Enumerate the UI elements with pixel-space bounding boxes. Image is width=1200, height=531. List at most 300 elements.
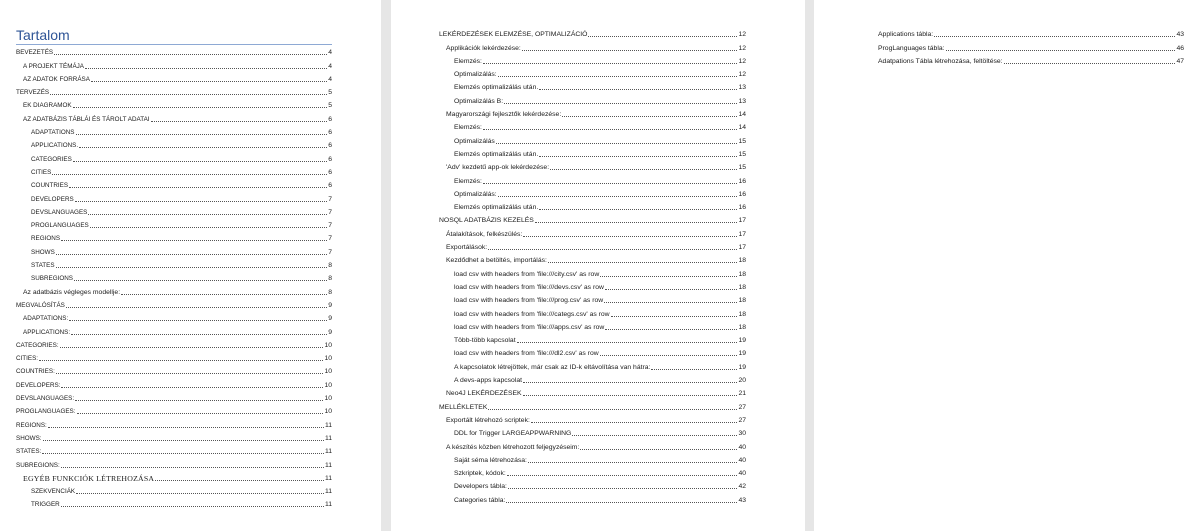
dot-leader bbox=[498, 196, 738, 197]
toc-entry-title: load csv with headers from 'file:///dl2.csv' as row bbox=[454, 350, 599, 358]
toc-entry-title: MELLÉKLETEK bbox=[439, 403, 488, 411]
toc-entry-title: TRIGGER bbox=[31, 501, 60, 509]
toc-entry[interactable] bbox=[16, 150, 332, 163]
toc-entry-title: Developers tábla: bbox=[454, 483, 507, 491]
toc-page-number: 12 bbox=[738, 44, 746, 52]
toc-page-number: 16 bbox=[738, 204, 746, 212]
toc-entry[interactable] bbox=[16, 363, 332, 376]
dot-leader bbox=[155, 480, 324, 481]
toc-entry-title: 'Adv' kezdetű app-ok lekérdezése: bbox=[446, 164, 550, 172]
toc-page-number: 11 bbox=[324, 448, 332, 456]
toc-page-number: 5 bbox=[328, 89, 332, 97]
dot-leader bbox=[531, 422, 738, 423]
toc-page-number: 16 bbox=[738, 177, 746, 185]
toc-page-number: 4 bbox=[328, 75, 332, 83]
toc-entry[interactable] bbox=[439, 305, 746, 318]
toc-entry[interactable] bbox=[16, 350, 332, 363]
toc-entry[interactable] bbox=[16, 310, 332, 323]
toc-entry[interactable] bbox=[439, 465, 746, 478]
toc-page-number: 11 bbox=[324, 461, 332, 469]
toc-entry-title: STATES bbox=[31, 262, 55, 270]
toc-entry[interactable] bbox=[439, 106, 746, 119]
toc-page-number: 8 bbox=[328, 275, 332, 283]
toc-page-number: 10 bbox=[324, 368, 332, 376]
toc-entry[interactable] bbox=[439, 39, 746, 52]
toc-entry-title: load csv with headers from 'file:///prog.csv' as row bbox=[454, 297, 604, 305]
toc-page-number: 12 bbox=[738, 31, 746, 39]
toc-entry[interactable] bbox=[439, 491, 746, 504]
toc-entry[interactable] bbox=[16, 230, 332, 243]
toc-page-number: 47 bbox=[1176, 57, 1184, 65]
dot-leader bbox=[66, 307, 327, 308]
toc-entry-title: Magyarországi fejlesztők lekérdezése: bbox=[446, 111, 562, 119]
toc-page-number: 10 bbox=[324, 355, 332, 363]
dot-leader bbox=[71, 334, 327, 335]
toc-page-number: 12 bbox=[738, 57, 746, 65]
toc-entry[interactable] bbox=[16, 190, 332, 203]
dot-leader bbox=[42, 453, 324, 454]
toc-page-number: 6 bbox=[328, 168, 332, 176]
toc-page-number: 16 bbox=[738, 190, 746, 198]
toc-entry-title: TERVEZÉS bbox=[16, 89, 50, 97]
toc-entry-title: SHOWS: bbox=[16, 434, 42, 442]
dot-leader bbox=[61, 240, 327, 241]
toc-entry-title: Az adatbázis végleges modellje: bbox=[23, 288, 121, 296]
toc-entry[interactable] bbox=[16, 403, 332, 416]
toc-entry-title: ProgLanguages tábla: bbox=[878, 44, 945, 52]
dot-leader bbox=[61, 387, 323, 388]
toc-entry[interactable] bbox=[439, 186, 746, 199]
toc-page-number: 9 bbox=[328, 301, 332, 309]
toc-entry[interactable] bbox=[439, 119, 746, 132]
dot-leader bbox=[69, 320, 327, 321]
toc-entry-title: Átalakítások, felkészülés: bbox=[446, 230, 523, 238]
toc-entry-title: SHOWS bbox=[31, 248, 55, 256]
toc-entry[interactable] bbox=[16, 456, 332, 469]
toc-entry-title: PROGLANGUAGES bbox=[31, 222, 89, 230]
dot-leader bbox=[79, 147, 327, 148]
toc-entry[interactable] bbox=[439, 172, 746, 185]
toc-page-number: 46 bbox=[1176, 44, 1184, 52]
toc-page-number: 11 bbox=[324, 434, 332, 442]
toc-entry-title: Exportált létrehozó scriptek: bbox=[446, 416, 530, 424]
dot-leader bbox=[483, 63, 737, 64]
toc-entry[interactable] bbox=[16, 416, 332, 429]
toc-page-number: 14 bbox=[738, 111, 746, 119]
dot-leader bbox=[39, 360, 323, 361]
toc-entry-title: REGIONS: bbox=[16, 421, 47, 429]
toc-page-number: 18 bbox=[738, 323, 746, 331]
toc-entry[interactable] bbox=[439, 26, 746, 39]
toc-page-number: 40 bbox=[738, 443, 746, 451]
toc-entry-title: EK DIAGRAMOK bbox=[23, 102, 72, 110]
toc-entry[interactable] bbox=[16, 390, 332, 403]
toc-entry-title: SUBREGIONS bbox=[31, 275, 73, 283]
dot-leader bbox=[523, 236, 737, 237]
dot-leader bbox=[121, 294, 327, 295]
toc-entry-title: Neo4J LEKÉRDEZÉSEK bbox=[446, 390, 522, 398]
dot-leader bbox=[43, 440, 324, 441]
dot-leader bbox=[528, 462, 738, 463]
toc-page-number: 19 bbox=[738, 350, 746, 358]
toc-entry-title: AZ ADATOK FORRÁSA bbox=[23, 75, 90, 83]
toc-entry-title: BEVEZETÉS bbox=[16, 49, 54, 57]
dot-leader bbox=[91, 81, 327, 82]
toc-entry-title: Optimalizálás: bbox=[454, 71, 497, 79]
dot-leader bbox=[483, 129, 737, 130]
dot-leader bbox=[76, 493, 324, 494]
toc-entry[interactable] bbox=[439, 92, 746, 105]
toc-page-number: 6 bbox=[328, 155, 332, 163]
toc-entry-title: DDL for Trigger LARGEAPPWARNING bbox=[454, 430, 572, 438]
toc-entry-title: DEVELOPERS bbox=[31, 195, 74, 203]
toc-entry[interactable] bbox=[16, 270, 332, 283]
toc-entry-title: Applikációk lekérdezése: bbox=[446, 44, 521, 52]
dot-leader bbox=[535, 222, 738, 223]
toc-entry-title: Optimalizálás bbox=[454, 137, 495, 145]
toc-page-number: 8 bbox=[328, 288, 332, 296]
dot-leader bbox=[946, 50, 1176, 51]
dot-leader bbox=[488, 409, 737, 410]
toc-page-number: 11 bbox=[324, 501, 332, 509]
toc-entry-title: APPLICATIONS. bbox=[31, 142, 79, 150]
toc-entry-title: Optimalizálás B: bbox=[454, 97, 504, 105]
toc-entry[interactable] bbox=[878, 53, 1184, 66]
toc-page-number: 9 bbox=[328, 328, 332, 336]
toc-page-number: 6 bbox=[328, 182, 332, 190]
dot-leader bbox=[69, 187, 327, 188]
toc-entry[interactable] bbox=[16, 376, 332, 389]
dot-leader bbox=[934, 36, 1175, 37]
toc-entry[interactable] bbox=[16, 124, 332, 137]
toc-entry[interactable] bbox=[439, 212, 746, 225]
dot-leader bbox=[517, 342, 738, 343]
toc-page-number: 13 bbox=[738, 97, 746, 105]
toc-entry-title: load csv with headers from 'file:///city.csv' as row bbox=[454, 270, 600, 278]
dot-leader bbox=[572, 435, 737, 436]
toc-page-number: 7 bbox=[328, 208, 332, 216]
toc-page-number: 8 bbox=[328, 262, 332, 270]
toc-entry-title: APPLICATIONS: bbox=[23, 328, 71, 336]
toc-entry[interactable] bbox=[439, 345, 746, 358]
toc-entry[interactable] bbox=[16, 57, 332, 70]
toc-entry-title: CITIES: bbox=[16, 355, 39, 363]
dot-leader bbox=[539, 156, 737, 157]
toc-entry[interactable] bbox=[439, 279, 746, 292]
toc-entry[interactable] bbox=[16, 443, 332, 456]
dot-leader bbox=[523, 382, 737, 383]
toc-page-1 bbox=[0, 0, 381, 531]
toc-page-number: 18 bbox=[738, 270, 746, 278]
dot-leader bbox=[522, 50, 738, 51]
toc-entry[interactable] bbox=[16, 297, 332, 310]
toc-page-number: 19 bbox=[738, 363, 746, 371]
toc-entry-title: Optimalizálás: bbox=[454, 190, 497, 198]
toc-page-2 bbox=[391, 0, 805, 531]
toc-entry[interactable] bbox=[16, 137, 332, 150]
toc-page-number: 15 bbox=[738, 150, 746, 158]
toc-entry-title: COUNTRIES: bbox=[16, 368, 55, 376]
toc-page-number: 13 bbox=[738, 84, 746, 92]
dot-leader bbox=[54, 54, 327, 55]
toc-entry[interactable] bbox=[439, 146, 746, 159]
dot-leader bbox=[61, 506, 324, 507]
toc-entry-title: Categories tábla: bbox=[454, 496, 506, 504]
toc-entry-title: Szkriptek, kódok: bbox=[454, 470, 506, 478]
toc-list bbox=[878, 26, 1184, 66]
toc-entry[interactable] bbox=[439, 358, 746, 371]
dot-leader bbox=[539, 209, 737, 210]
dot-leader bbox=[50, 94, 327, 95]
toc-page-number: 27 bbox=[738, 403, 746, 411]
dot-leader bbox=[61, 467, 324, 468]
toc-page-number: 6 bbox=[328, 129, 332, 137]
dot-leader bbox=[588, 36, 737, 37]
dot-leader bbox=[504, 103, 737, 104]
toc-entry-title: load csv with headers from 'file:///devs.csv' as row bbox=[454, 283, 604, 291]
dot-leader bbox=[600, 355, 738, 356]
toc-entry-title: CITIES bbox=[31, 168, 52, 176]
dot-leader bbox=[74, 280, 327, 281]
toc-page-number: 20 bbox=[738, 377, 746, 385]
dot-leader bbox=[151, 121, 328, 122]
toc-entry-title: Elemzés: bbox=[454, 177, 482, 185]
toc-page-number: 10 bbox=[324, 381, 332, 389]
toc-title: Tartalom bbox=[16, 27, 332, 45]
dot-leader bbox=[488, 249, 737, 250]
toc-entry[interactable] bbox=[439, 478, 746, 491]
toc-page-number: 30 bbox=[738, 430, 746, 438]
toc-page-number: 7 bbox=[328, 195, 332, 203]
toc-entry[interactable] bbox=[439, 66, 746, 79]
toc-entry-title: Több-több kapcsolat bbox=[454, 337, 516, 345]
toc-entry[interactable] bbox=[439, 252, 746, 265]
toc-entry-title: LEKÉRDEZÉSEK ELEMZÉSE, OPTIMALIZÁCIÓ bbox=[439, 31, 588, 39]
toc-entry-title: STATES: bbox=[16, 448, 42, 456]
toc-page-number: 7 bbox=[328, 248, 332, 256]
toc-entry[interactable] bbox=[16, 204, 332, 217]
toc-entry[interactable] bbox=[439, 225, 746, 238]
toc-entry[interactable] bbox=[439, 265, 746, 278]
dot-leader bbox=[76, 134, 328, 135]
dot-leader bbox=[73, 107, 328, 108]
dot-leader bbox=[75, 400, 323, 401]
toc-entry-title: load csv with headers from 'file:///categs.csv' as row bbox=[454, 310, 610, 318]
toc-page-number: 42 bbox=[738, 483, 746, 491]
toc-entry[interactable] bbox=[878, 39, 1184, 52]
toc-entry-title: Elemzés: bbox=[454, 124, 482, 132]
toc-entry[interactable] bbox=[16, 323, 332, 336]
toc-list bbox=[439, 26, 746, 505]
toc-entry[interactable] bbox=[439, 132, 746, 145]
toc-entry[interactable] bbox=[16, 430, 332, 443]
dot-leader bbox=[611, 316, 738, 317]
toc-page-3 bbox=[814, 0, 1200, 531]
toc-page-number: 18 bbox=[738, 257, 746, 265]
dot-leader bbox=[90, 227, 327, 228]
toc-entry[interactable] bbox=[16, 97, 332, 110]
toc-page-number: 12 bbox=[738, 71, 746, 79]
dot-leader bbox=[60, 347, 324, 348]
toc-entry[interactable] bbox=[878, 26, 1184, 39]
toc-entry-title: Kezdődhet a betöltés, importálás: bbox=[446, 257, 547, 265]
dot-leader bbox=[651, 369, 737, 370]
toc-entry-title: DEVSLANGUAGES: bbox=[16, 395, 75, 403]
toc-entry-title: Elemzés optimalizálás után. bbox=[454, 84, 539, 92]
toc-page-number: 4 bbox=[328, 49, 332, 57]
dot-leader bbox=[75, 201, 328, 202]
toc-page-number: 6 bbox=[328, 115, 332, 123]
dot-leader bbox=[48, 427, 324, 428]
toc-page-number: 21 bbox=[738, 390, 746, 398]
dot-leader bbox=[506, 502, 737, 503]
dot-leader bbox=[56, 373, 324, 374]
toc-page-number: 17 bbox=[738, 217, 746, 225]
toc-page-number: 17 bbox=[738, 244, 746, 252]
toc-entry[interactable] bbox=[16, 71, 332, 84]
toc-page-number: 7 bbox=[328, 235, 332, 243]
toc-page-number: 11 bbox=[324, 474, 332, 482]
toc-entry[interactable] bbox=[16, 257, 332, 270]
toc-entry[interactable] bbox=[439, 159, 746, 172]
toc-entry-title: Exportálások: bbox=[446, 244, 488, 252]
toc-entry[interactable] bbox=[439, 438, 746, 451]
toc-entry-title: Elemzés optimalizálás után. bbox=[454, 150, 539, 158]
dot-leader bbox=[507, 475, 738, 476]
dot-leader bbox=[605, 289, 738, 290]
toc-page-number: 15 bbox=[738, 164, 746, 172]
toc-entry[interactable] bbox=[439, 239, 746, 252]
toc-entry-title: REGIONS bbox=[31, 235, 61, 243]
dot-leader bbox=[539, 89, 737, 90]
toc-entry[interactable] bbox=[16, 283, 332, 296]
toc-page-number: 43 bbox=[738, 496, 746, 504]
toc-page-number: 40 bbox=[738, 456, 746, 464]
toc-entry-title: A kapcsolatok létrejöttek, már csak az ID-k eltávolítása van hátra: bbox=[454, 363, 651, 371]
toc-page-number: 19 bbox=[738, 337, 746, 345]
toc-page-number: 11 bbox=[324, 488, 332, 496]
dot-leader bbox=[56, 254, 327, 255]
toc-entry[interactable] bbox=[439, 452, 746, 465]
toc-page-number: 27 bbox=[738, 416, 746, 424]
toc-entry-title: MEGVALÓSÍTÁS bbox=[16, 301, 65, 309]
dot-leader bbox=[77, 413, 324, 414]
toc-entry[interactable] bbox=[439, 372, 746, 385]
toc-entry[interactable] bbox=[16, 337, 332, 350]
dot-leader bbox=[562, 116, 737, 117]
dot-leader bbox=[52, 174, 327, 175]
toc-page-number: 14 bbox=[738, 124, 746, 132]
dot-leader bbox=[605, 329, 737, 330]
toc-page-number: 15 bbox=[738, 137, 746, 145]
toc-entry-title: EGYÉB FUNKCIÓK LÉTREHOZÁSA bbox=[23, 473, 155, 483]
toc-entry-title: A PROJEKT TÉMÁJA bbox=[23, 62, 85, 70]
toc-entry[interactable] bbox=[16, 110, 332, 123]
toc-entry[interactable] bbox=[439, 385, 746, 398]
toc-entry[interactable] bbox=[439, 79, 746, 92]
dot-leader bbox=[85, 68, 327, 69]
dot-leader bbox=[496, 143, 738, 144]
toc-entry-title: Elemzés optimalizálás után. bbox=[454, 204, 539, 212]
toc-entry-title: DEVELOPERS: bbox=[16, 381, 61, 389]
toc-entry-title: PROGLANGUAGES: bbox=[16, 408, 76, 416]
toc-entry-title: Adatpations Tábla létrehozása, feltöltése: bbox=[878, 57, 1003, 65]
toc-page-number: 18 bbox=[738, 310, 746, 318]
toc-page-number: 5 bbox=[328, 102, 332, 110]
toc-entry-title: Saját séma létrehozása: bbox=[454, 456, 527, 464]
toc-page-number: 6 bbox=[328, 142, 332, 150]
toc-page-number: 10 bbox=[324, 395, 332, 403]
toc-entry[interactable] bbox=[439, 292, 746, 305]
toc-entry-title: ADAPTATIONS bbox=[31, 129, 75, 137]
toc-page-number: 18 bbox=[738, 283, 746, 291]
toc-entry[interactable] bbox=[439, 332, 746, 345]
toc-entry[interactable] bbox=[16, 470, 332, 483]
toc-page-number: 40 bbox=[738, 470, 746, 478]
toc-entry-title: COUNTRIES bbox=[31, 182, 69, 190]
toc-entry-title: NOSQL ADATBÁZIS KEZELÉS bbox=[439, 217, 534, 225]
dot-leader bbox=[1004, 63, 1176, 64]
toc-entry[interactable] bbox=[16, 164, 332, 177]
toc-entry-title: SUBREGIONS: bbox=[16, 461, 60, 469]
toc-page-number: 17 bbox=[738, 230, 746, 238]
dot-leader bbox=[550, 169, 737, 170]
toc-entry[interactable] bbox=[439, 398, 746, 411]
toc-list bbox=[16, 44, 332, 509]
toc-entry[interactable] bbox=[439, 319, 746, 332]
toc-page-number: 4 bbox=[328, 62, 332, 70]
toc-entry[interactable] bbox=[16, 483, 332, 496]
toc-entry[interactable] bbox=[16, 496, 332, 509]
dot-leader bbox=[548, 262, 738, 263]
toc-entry[interactable] bbox=[439, 53, 746, 66]
toc-entry[interactable] bbox=[16, 84, 332, 97]
toc-entry-title: Elemzés: bbox=[454, 57, 482, 65]
toc-entry[interactable] bbox=[16, 44, 332, 57]
dot-leader bbox=[600, 276, 737, 277]
toc-page-number: 7 bbox=[328, 222, 332, 230]
toc-page-number: 10 bbox=[324, 341, 332, 349]
toc-entry-title: ADAPTATIONS: bbox=[23, 315, 69, 323]
toc-entry-title: A devs-apps kapcsolat bbox=[454, 377, 523, 385]
dot-leader bbox=[56, 267, 328, 268]
dot-leader bbox=[498, 76, 738, 77]
toc-entry-title: load csv with headers from 'file:///apps.csv' as row bbox=[454, 323, 605, 331]
dot-leader bbox=[88, 214, 327, 215]
toc-entry[interactable] bbox=[439, 425, 746, 438]
toc-entry-title: Applications tábla: bbox=[878, 31, 934, 39]
toc-entry[interactable] bbox=[439, 412, 746, 425]
toc-entry-title: SZEKVENCIÁK bbox=[31, 488, 76, 496]
toc-entry[interactable] bbox=[439, 199, 746, 212]
toc-entry[interactable] bbox=[16, 177, 332, 190]
dot-leader bbox=[508, 488, 738, 489]
toc-page-number: 11 bbox=[324, 421, 332, 429]
toc-page-number: 9 bbox=[328, 315, 332, 323]
toc-entry-title: DEVSLANGUAGES bbox=[31, 208, 88, 216]
dot-leader bbox=[580, 449, 737, 450]
toc-entry[interactable] bbox=[16, 217, 332, 230]
toc-entry-title: CATEGORIES bbox=[31, 155, 72, 163]
dot-leader bbox=[604, 302, 737, 303]
toc-page-number: 10 bbox=[324, 408, 332, 416]
toc-entry-title: CATEGORIES: bbox=[16, 341, 59, 349]
dot-leader bbox=[523, 395, 738, 396]
toc-page-number: 18 bbox=[738, 297, 746, 305]
dot-leader bbox=[483, 183, 737, 184]
dot-leader bbox=[73, 161, 327, 162]
toc-entry[interactable] bbox=[16, 243, 332, 256]
